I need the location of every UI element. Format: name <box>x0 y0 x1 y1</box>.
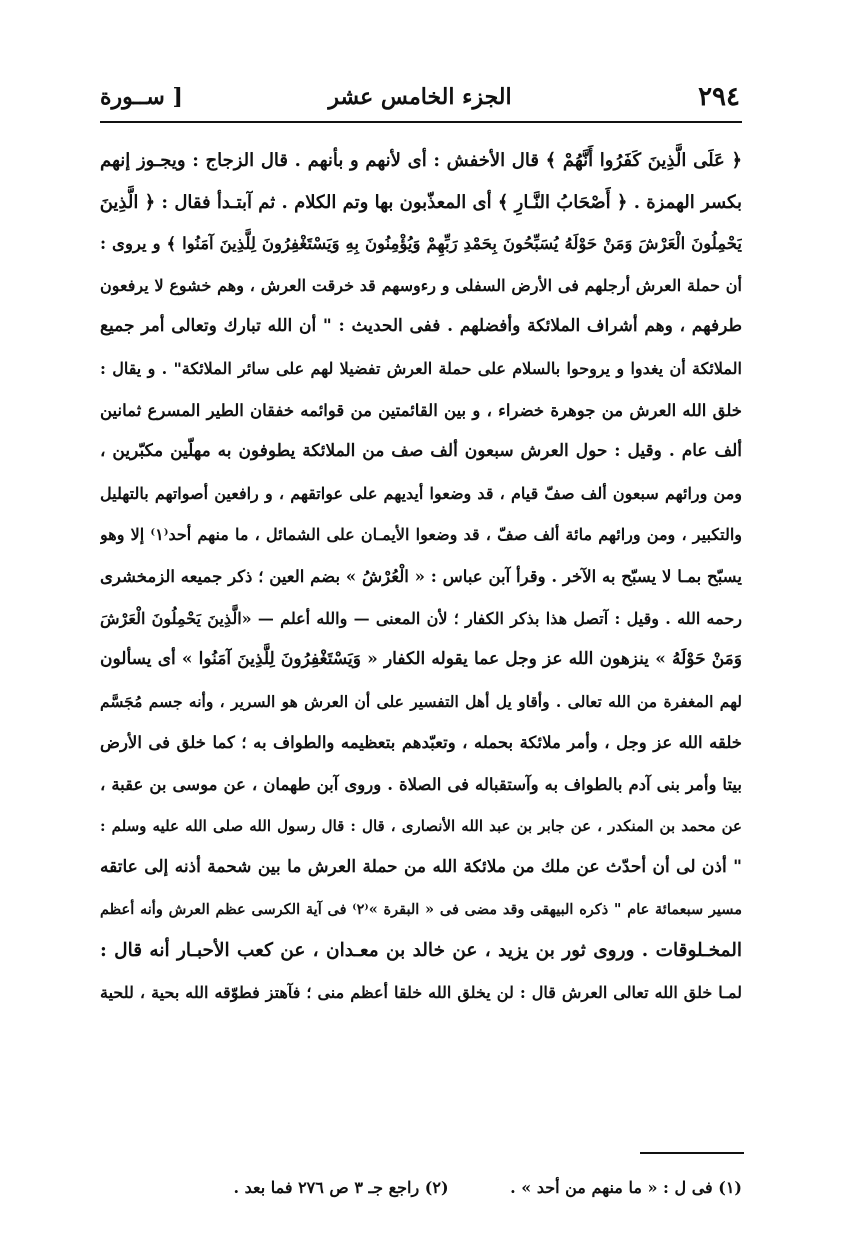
header-divider <box>100 121 742 123</box>
page-number: ٢٩٤ <box>698 82 740 112</box>
text-line: رحمه الله . وقيل : آتصل هذا بذكر الكفار ؛ لأن المعنى — والله أعلم — «الَّذِينَ يَحْمِلُونَ الْعَرْشَ <box>100 608 742 628</box>
text-line: خلقه الله عز وجل ، وأمر ملائكة بحمله ، وتعبّدهم بتعظيمه والطواف به ؛ كما خلق فى الأرض <box>100 733 742 753</box>
text-line: المخـلوقات . وروى ثور بن يزيد ، عن خالد بن معـدان ، عن كعب الأحبـار أنه قال : <box>100 940 742 962</box>
footnote-divider <box>640 1152 744 1154</box>
footnote-2: (٢) راجع جـ ٣ ص ٢٧٦ فما بعد . <box>233 1178 449 1197</box>
text-line: أن حملة العرش أرجلهم فى الأرض السفلى و رءوسهم قد خرقت العرش ، وهم خشوع لا يرفعون <box>100 275 742 295</box>
footnotes <box>196 1178 742 1197</box>
text-line: مسير سبعمائة عام " ذكره البيهقى وقد مضى فى « البقرة »⁽٢⁾ فى آية الكرسى عظم العرش وأنه أعظم <box>100 900 742 918</box>
text-line: ألف عام . وقيل : حول العرش سبعون ألف صف من الملائكة يطوفون به مهلّين مكبّرين ، <box>100 441 742 462</box>
text-line: بيتا وأمر بنى آدم بالطواف به وآستقباله فى الصلاة . وروى آبن طهمان ، عن موسى بن عقبة ، <box>100 774 742 794</box>
text-line: ﴿ عَلَى الَّذِينَ كَفَرُوا أَنَّهُمْ ﴾ قال الأخفش : أى لأنهم و بأنهم . قال الزجاج : ويجـوز إنهم <box>100 150 742 171</box>
text-line: يسبّح بمـا لا يسبّح به الآخر . وقرأ آبن عباس : « الْعُرْشُ » بضم العين ؛ ذكر جميعه الزمخشرى <box>100 566 742 586</box>
text-line: وَمَنْ حَوْلَهُ » ينزهون الله عز وجل عما يقوله الكفار « وَيَسْتَغْفِرُونَ لِلَّذِينَ آمَنُوا » أى يسألون <box>100 649 742 670</box>
text-line: لهم المغفرة من الله تعالى . وأقاو يل أهل التفسير على أن العرش هو السرير ، وأنه جسم مُجَسَّم <box>100 691 742 711</box>
text-line: الملائكة أن يغدوا و يروحوا بالسلام على حملة العرش تفضيلا لهم على سائر الملائكة" . و يقال : <box>100 358 742 378</box>
running-title: الجزء الخامس عشر <box>328 84 512 110</box>
text-line: خلق الله العرش من جوهرة خضراء ، و بين القائمتين من قوائمه خفقان الطير المسرع ثمانين <box>100 400 742 420</box>
text-line: لمـا خلق الله تعالى العرش قال : لن يخلق الله خلقا أعظم منى ؛ فآهتز فطوّقه الله بحية ، للحية <box>100 982 742 1002</box>
text-line: " أذن لى أن أحدّث عن ملك من ملائكة الله من حملة العرش ما بين شحمة أذنه إلى عاتقه <box>100 857 742 878</box>
page-header <box>100 70 740 118</box>
surah-label: [ ســورة <box>100 84 183 110</box>
body-text <box>100 140 742 1013</box>
text-line: ومن ورائهم سبعون ألف صفّ قيام ، قد وضعوا أيديهم على عواتقهم ، و رافعين أصواتهم بالتهليل <box>100 483 742 503</box>
text-line: عن محمد بن المنكدر ، عن جابر بن عبد الله الأنصارى ، قال : قال رسول الله صلى الله عليه وسلم : <box>100 816 742 835</box>
text-line: يَحْمِلُونَ الْعَرْشَ وَمَنْ حَوْلَهُ يُسَبِّحُونَ بِحَمْدِ رَبِّهِمْ وَيُؤْمِنُونَ بِهِ وَيَسْتَغْفِرُونَ لِلَّذِينَ آمَنُوا ﴾ و يروى : <box>100 234 742 254</box>
footnote-1: (١) فى ل : « ما منهم من أحد » . <box>510 1178 742 1197</box>
text-line: طرفهم ، وهم أشراف الملائكة وأفضلهم . ففى الحديث : " أن الله تبارك وتعالى أمر جميع <box>100 316 742 337</box>
text-line: بكسر الهمزة . ﴿ أَصْحَابُ النَّـارِ ﴾ أى المعذّبون بها وتم الكلام . ثم آبتـدأ فقال : ﴿ الَّذِينَ <box>100 191 742 213</box>
text-line: والتكبير ، ومن ورائهم مائة ألف صفّ ، قد وضعوا الأيمـان على الشمائل ، ما منهم أحد⁽١⁾ إلا وهو <box>100 525 742 545</box>
